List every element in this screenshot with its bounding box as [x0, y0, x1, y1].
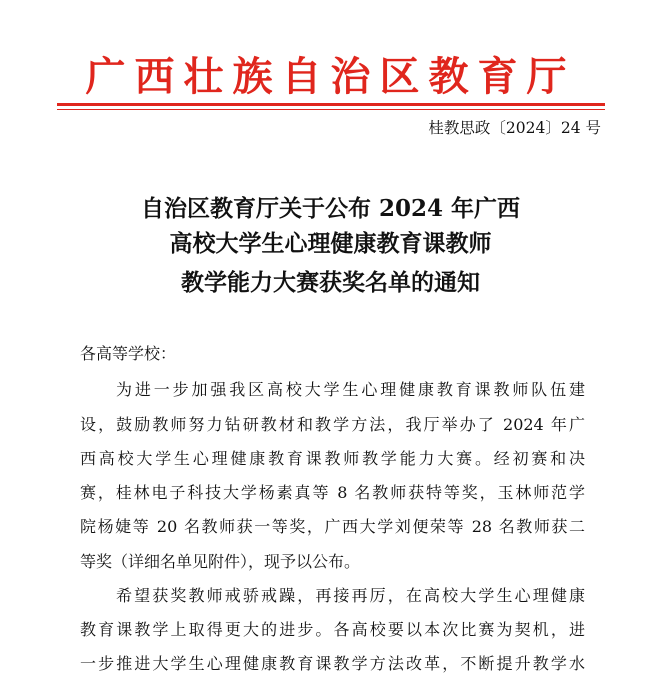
paragraph-1-line: 为进一步加强我区高校大学生心理健康教育课教师队伍建: [116, 380, 585, 399]
paragraph-1-line: 院杨婕等 20 名教师获一等奖，广西大学刘便荣等 28 名教师获二: [80, 517, 585, 536]
title-line-2: 高校大学生心理健康教育课教师: [169, 230, 492, 257]
paragraph-2-line: 一步推进大学生心理健康教育课教学方法改革，不断提升教学水: [80, 654, 585, 673]
paragraph-1-line: 赛，桂林电子科技大学杨素真等 8 名教师获特等奖，玉林师范学: [80, 483, 585, 502]
paragraph-2-line: 希望获奖教师戒骄戒躁，再接再厉，在高校大学生心理健康: [116, 586, 585, 605]
title-line-1: 自治区教育厅关于公布 2024 年广西: [140, 195, 521, 222]
document-number: 桂教思政〔2024〕24 号: [428, 119, 601, 137]
paragraph-1-line: 设，鼓励教师努力钻研教材和教学方法，我厅举办了 2024 年广: [80, 415, 585, 434]
red-divider-thick: [57, 103, 605, 106]
paragraph-1-line: 等奖（详细名单见附件），现予以公布。: [80, 552, 361, 571]
paragraph-1-line: 西高校大学生心理健康教育课教师教学能力大赛。经初赛和决: [80, 449, 585, 468]
paragraph-2-line: 教育课教学上取得更大的进步。各高校要以本次比赛为契机，进: [80, 620, 585, 639]
red-divider-thin: [57, 109, 605, 110]
salutation: 各高等学校：: [80, 344, 177, 363]
masthead-org-name: 广西壮族自治区教育厅: [85, 53, 576, 100]
title-line-3: 教学能力大赛获奖名单的通知: [181, 269, 480, 296]
